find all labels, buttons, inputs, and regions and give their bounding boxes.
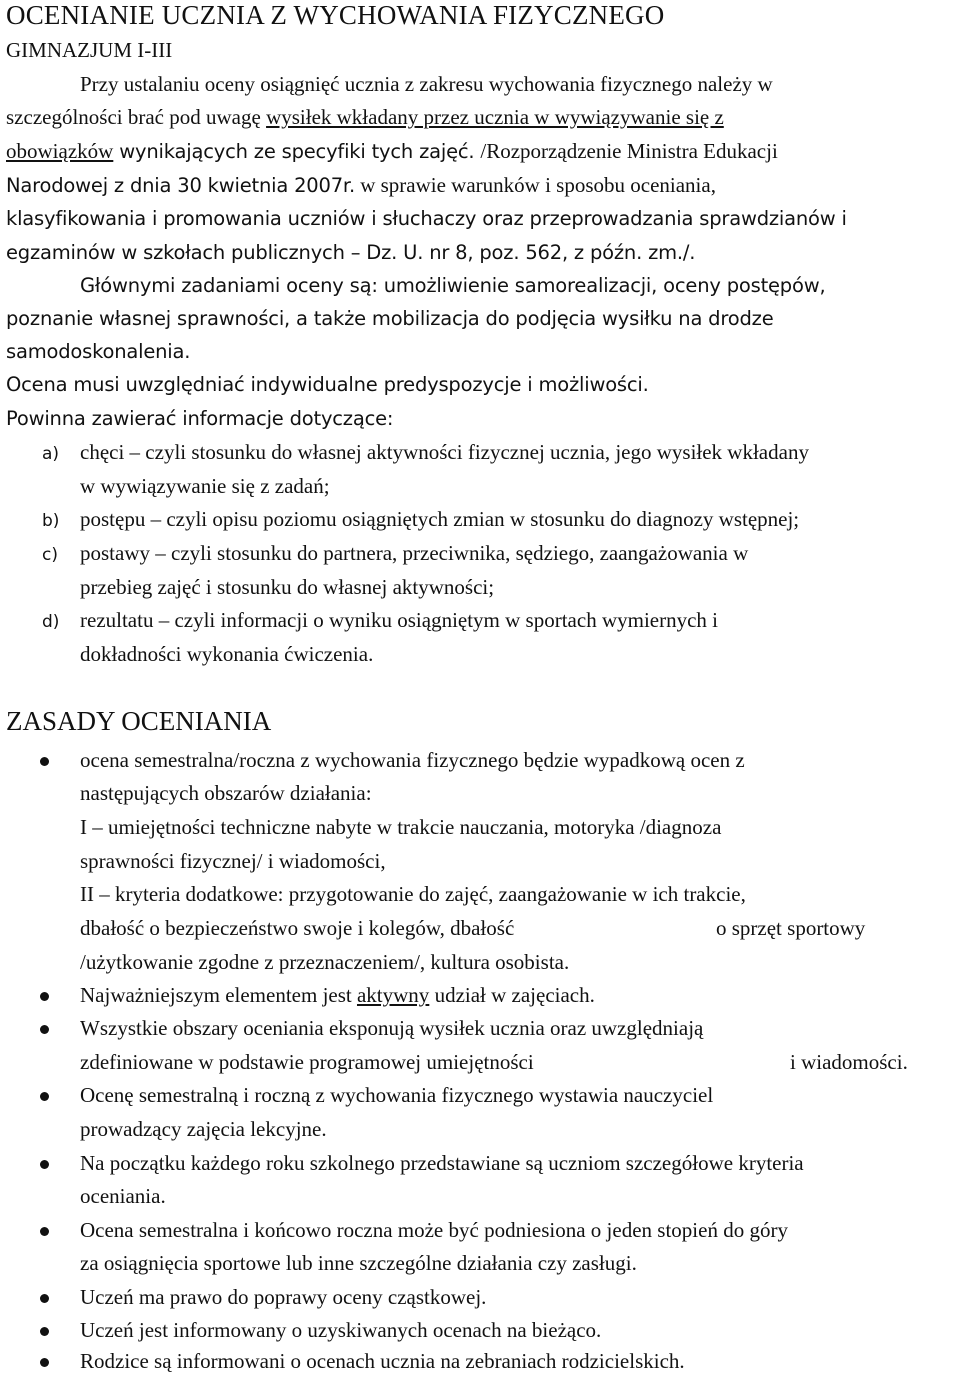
bullet-icon [40,1227,49,1236]
criteria-item-a-line-2: w wywiązywanie się z zadań; [80,474,330,498]
rule-1-line-6a: dbałość o bezpieczeństwo swoje i kolegów, dbałość [80,916,515,940]
criteria-item-d-line-2: dokładności wykonania ćwiczenia. [80,642,374,666]
rule-8: Uczeń jest informowany o uzyskiwanych ocenach na bieżąco. [80,1318,602,1342]
criteria-marker: a) [42,444,60,464]
rule-6-line-1: Ocena semestralna i końcowo roczna może być podniesiona o jeden stopień do góry [80,1218,788,1242]
intro-text: wynikających ze specyfiki tych zajęć. [113,140,481,163]
bullet-icon [40,1358,49,1367]
criteria-marker: b) [42,511,60,531]
rule-1-line-1: ocena semestralna/roczna z wychowania fizycznego będzie wypadkową ocen z [80,748,745,772]
rules-heading: ZASADY OCENIANIA [6,706,272,736]
powinna-line: Powinna zawierać informacje dotyczące: [6,407,394,430]
rule-6-line-2: za osiągnięcia sportowe lub inne szczególne działania czy zasługi. [80,1251,637,1275]
rule-2-text: Najważniejszym elementem jest [80,983,357,1007]
goals-line-3: samodoskonalenia. [6,340,191,363]
rule-1-line-5: II – kryteria dodatkowe: przygotowanie do zajęć, zaangażowanie w ich trakcie, [80,882,746,906]
rule-3-line-1: Wszystkie obszary oceniania eksponują wysiłek ucznia oraz uwzględniają [80,1016,704,1040]
regulation-reference: /Rozporządzenie Ministra Edukacji [480,139,778,163]
intro-line-1: Przy ustalaniu oceny osiągnięć ucznia z zakresu wychowania fizycznego należy w [80,72,773,96]
intro-line-4 [6,173,716,198]
rule-5-line-1: Na początku każdego roku szkolnego przedstawiane są uczniom szczegółowe kryteria [80,1151,804,1175]
rule-3-line-2a: zdefiniowane w podstawie programowej umiejętności [80,1050,534,1074]
bullet-icon [40,992,49,1001]
rule-4-line-1: Ocenę semestralną i roczną z wychowania fizycznego wystawia nauczyciel [80,1083,714,1107]
bullet-icon [40,1092,49,1101]
criteria-item-c-line-2: przebieg zajęć i stosunku do własnej aktywności; [80,575,495,599]
regulation-text: w sprawie warunków i sposobu oceniania, [354,173,716,197]
rule-5-line-2: oceniania. [80,1184,166,1208]
rule-2-underlined: aktywny [356,983,430,1007]
intro-line-6: egzaminów w szkołach publicznych – Dz. U. nr 8, poz. 562, z późn. zm./. [6,241,696,264]
intro-underlined-text: obowiązków [6,139,114,163]
page-title: OCENIANIE UCZNIA Z WYCHOWANIA FIZYCZNEGO [6,0,665,30]
criteria-marker: c) [42,545,58,565]
criteria-item-c-line-1: postawy – czyli stosunku do partnera, przeciwnika, sędziego, zaangażowania w [80,541,749,565]
rule-2 [80,983,595,1008]
intro-text: szczególności brać pod uwagę [6,105,267,129]
bullet-icon [40,1294,49,1303]
rule-1-line-7: /użytkowanie zgodne z przeznaczeniem/, kultura osobista. [80,950,570,974]
intro-line-3 [6,139,778,164]
page-subtitle: GIMNAZJUM I-III [6,38,173,62]
criteria-marker: d) [42,612,60,632]
intro-underlined-text: wysiłek wkładany przez ucznia w wywiązywanie się z [266,105,724,129]
regulation-date: Narodowej z dnia 30 kwietnia 2007r. [6,174,355,197]
intro-line-2 [6,105,724,130]
rule-1-line-4: sprawności fizycznej/ i wiadomości, [80,849,386,873]
rule-3-line-2b: i wiadomości. [790,1050,908,1074]
criteria-item-a-line-1: chęci – czyli stosunku do własnej aktywności fizycznej ucznia, jego wysiłek wkładany [80,440,809,464]
rule-9: Rodzice są informowani o ocenach ucznia na zebraniach rodzicielskich. [80,1349,685,1373]
goals-line-2: poznanie własnej sprawności, a także mobilizacja do podjęcia wysiłku na drodze [6,307,774,330]
rule-7: Uczeń ma prawo do poprawy oceny cząstkowej. [80,1285,487,1309]
goals-line-1: Głównymi zadaniami oceny są: umożliwienie samorealizacji, oceny postępów, [80,274,826,297]
rule-1-line-3: I – umiejętności techniczne nabyte w trakcie nauczania, motoryka /diagnoza [80,815,722,839]
bullet-icon [40,757,49,766]
criteria-item-b-line-1: postępu – czyli opisu poziomu osiągniętych zmian w stosunku do diagnozy wstępnej; [80,507,800,531]
bullet-icon [40,1327,49,1336]
rule-1-line-6b: o sprzęt sportowy [716,916,866,940]
bullet-icon [40,1025,49,1034]
criteria-item-d-line-1: rezultatu – czyli informacji o wyniku osiągniętym w sportach wymiernych i [80,608,718,632]
bullet-icon [40,1160,49,1169]
rule-2-text: udział w zajęciach. [429,983,595,1007]
rule-1-line-2: następujących obszarów działania: [80,781,372,805]
rule-4-line-2: prowadzący zajęcia lekcyjne. [80,1117,327,1141]
ocena-line: Ocena musi uwzględniać indywidualne predyspozycje i możliwości. [6,373,649,396]
intro-line-5: klasyfikowania i promowania uczniów i słuchaczy oraz przeprowadzania sprawdzianów i [6,207,847,230]
